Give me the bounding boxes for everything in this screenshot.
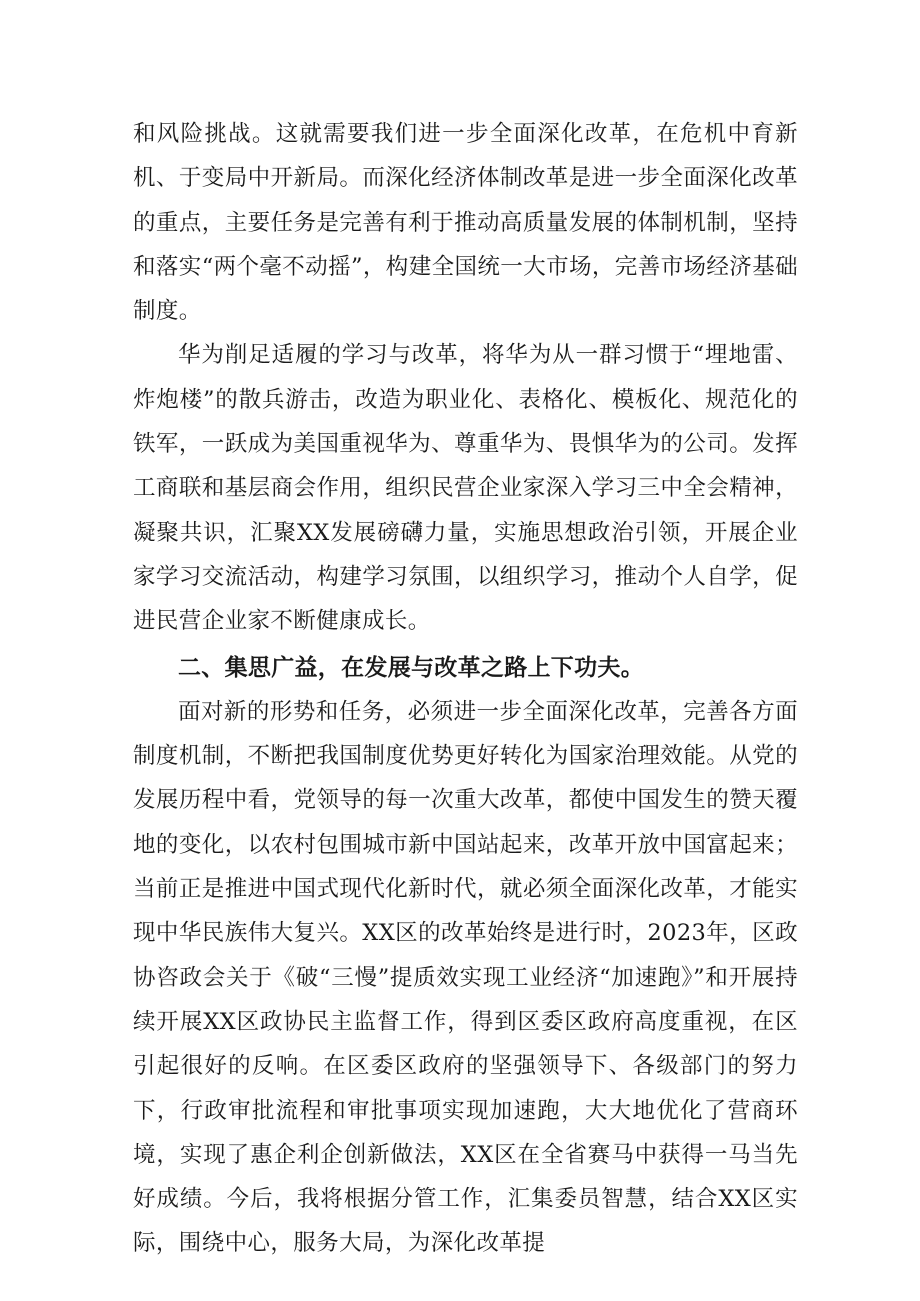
document-body: [133, 112, 798, 1266]
section-heading: 二、集思广益，在发展与改革之路上下功夫。: [178, 654, 644, 681]
paragraph: 面对新的形势和任务，必须进一步全面深化改革，完善各方面制度机制，不断把我国制度优势更好转化为国家治理效能。从党的发展历程中看，党领导的每一次重大改革，都使中国发生的赞天覆地的变化，以农村包围城市新中国站起来，改革开放中国富起来；当前正是推进中国式现代化新时代，就必须全面深化改革，才能实现中华民族伟大复兴。XX区的改革始终是进行时，2023年，区政协咨政会关于《破“三慢”提质效实现工业经济“加速跑》”和开展持续开展XX区政协民主监督工作，得到区委区政府高度重视，在区引起很好的反响。在区委区政府的坚强领导下、各级部门的努力下，行政审批流程和审批事项实现加速跑，大大地优化了营商环境，实现了惠企利企创新做法，XX区在全省赛马中获得一马当先好成绩。今后，我将根据分管工作，汇集委员智慧，结合XX区实际，围绕中心，服务大局，为深化改革提: [133, 698, 798, 1257]
paragraph: 和风险挑战。这就需要我们进一步全面深化改革，在危机中育新机、于变局中开新局。而深化经济体制改革是进一步全面深化改革的重点，主要任务是完善有利于推动高质量发展的体制机制，坚持和落实“两个毫不动摇”，构建全国统一大市场，完善市场经济基础制度。: [133, 121, 799, 325]
paragraph: 华为削足适履的学习与改革，将华为从一群习惯于“埋地雷、炸炮楼”的散兵游击，改造为职业化、表格化、模板化、规范化的铁军，一跃成为美国重视华为、尊重华为、畏惧华为的公司。发挥工商联和基层商会作用，组织民营企业家深入学习三中全会精神，凝聚共识，汇聚XX发展磅礴力量，实施思想政治引领，开展企业家学习交流活动，构建学习氛围，以组织学习，推动个人自学，促进民营企业家不断健康成长。: [133, 342, 798, 635]
